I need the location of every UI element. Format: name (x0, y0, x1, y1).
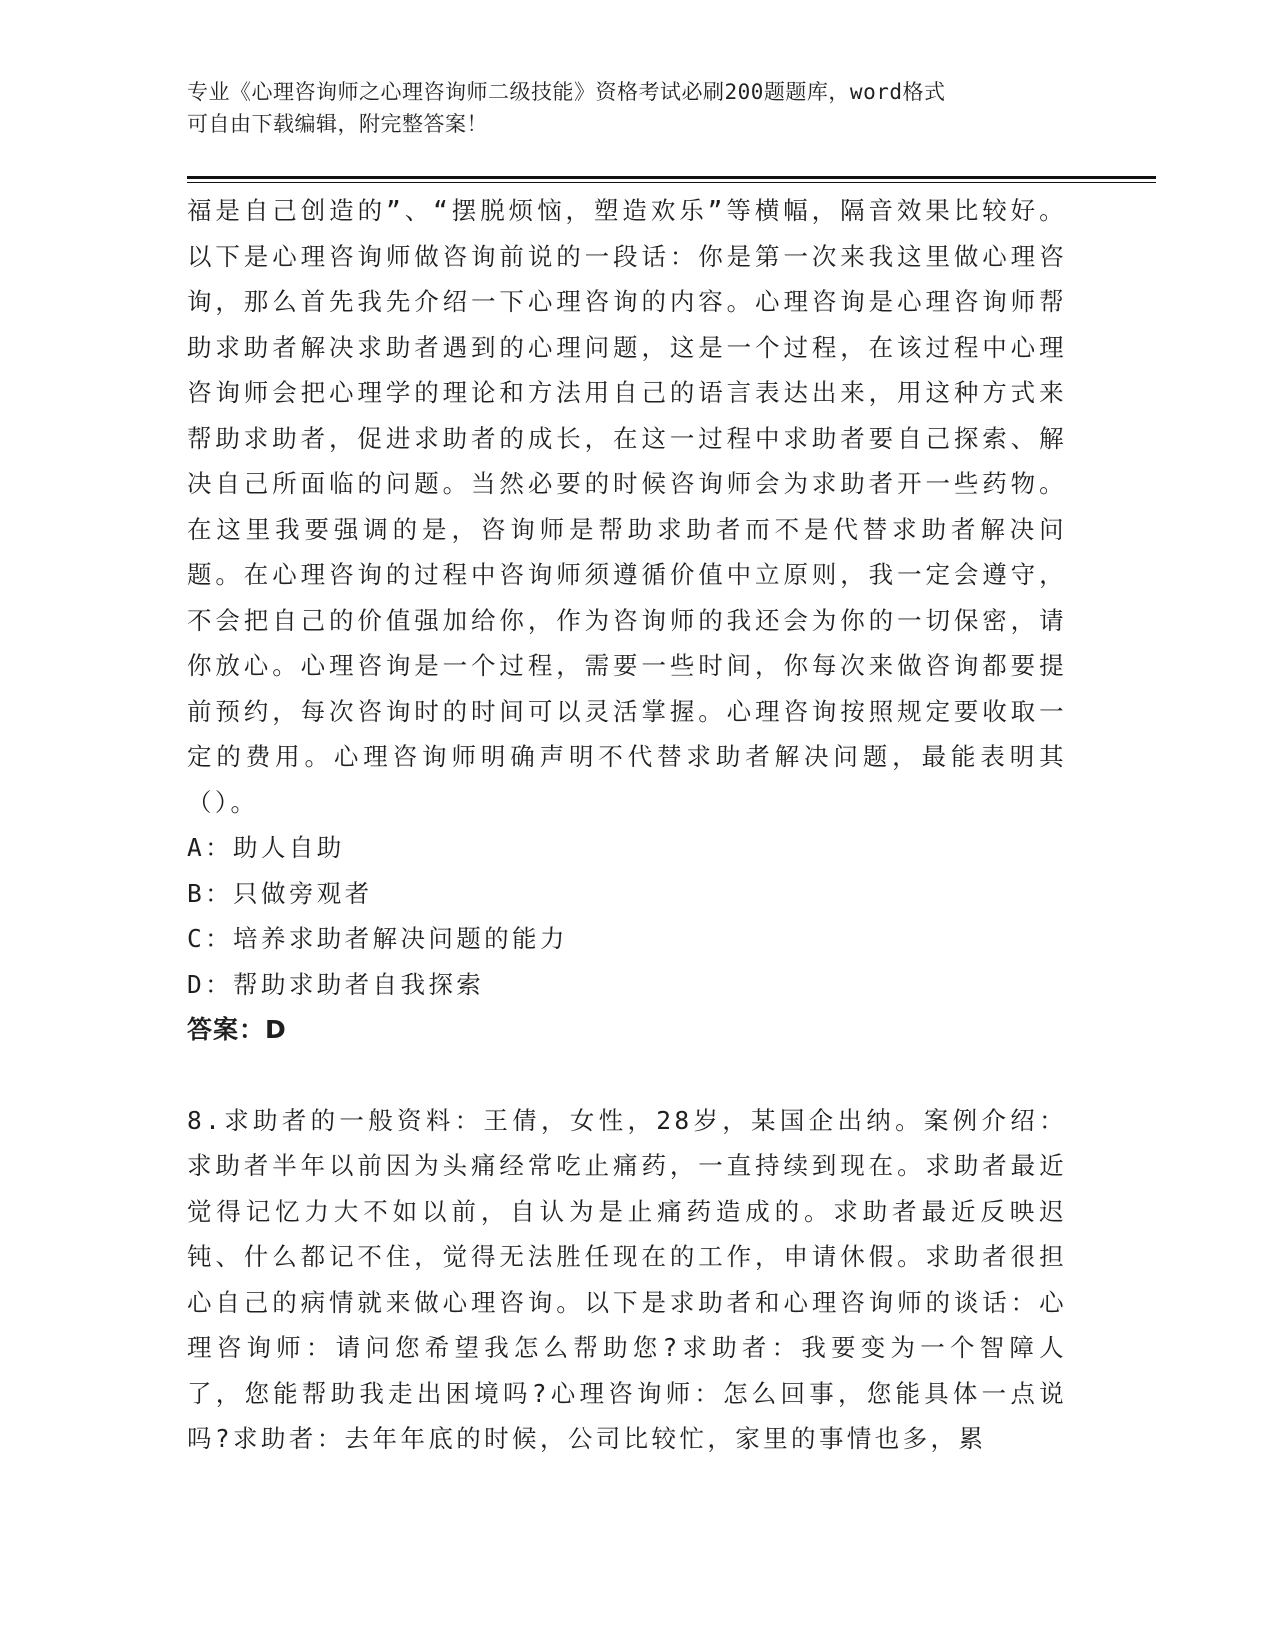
header-title-line1: 专业《心理咨询师之心理咨询师二级技能》资格考试必刷200题题库，word格式 (187, 80, 946, 104)
header-divider-thin (187, 182, 1156, 183)
question-7-stem: 福是自己创造的”、“摆脱烦恼，塑造欢乐”等横幅，隔音效果比较好。以下是心理咨询师做咨询前说的一段话：你是第一次来我这里做心理咨询，那么首先我先介绍一下心理咨询的内容。心理咨询是心理咨询师帮助求助者解决求助者遇到的心理问题，这是一个过程，在该过程中心理咨询师会把心理学的理论和方法用自己的语言表达出来，用这种方式来帮助求助者，促进求助者的成长，在这一过程中求助者要自己探索、解决自己所面临的问题。当然必要的时候咨询师会为求助者开一些药物。在这里我要强调的是，咨询师是帮助求助者而不是代替求助者解决问题。在心理咨询的过程中咨询师须遵循价值中立原则，我一定会遵守，不会把自己的价值强加给你，作为咨询师的我还会为你的一切保密，请你放心。心理咨询是一个过程，需要一些时间，你每次来做咨询都要提前预约，每次咨询时的时间可以灵活掌握。心理咨询按照规定要收取一定的费用。心理咨询师明确声明不代替求助者解决问题，最能表明其（）。 (187, 196, 1067, 817)
header-divider-thick (187, 176, 1156, 179)
question-8-stem: 8.求助者的一般资料：王倩，女性，28岁，某国企出纳。案例介绍：求助者半年以前因为头痛经常吃止痛药，一直持续到现在。求助者最近觉得记忆力大不如以前，自认为是止痛药造成的。求助者最近反映迟钝、什么都记不住，觉得无法胜任现在的工作，申请休假。求助者很担心自己的病情就来做心理咨询。以下是求助者和心理咨询师的谈话：心理咨询师：请问您希望我怎么帮助您?求助者：我要变为一个智障人了，您能帮助我走出困境吗?心理咨询师：怎么回事，您能具体一点说吗?求助者：去年年底的时候，公司比较忙，家里的事情也多，累 (187, 1105, 1067, 1453)
question-7-option-b: B：只做旁观者 (187, 878, 373, 908)
question-separator (187, 1053, 1067, 1098)
document-header (187, 76, 1067, 140)
question-7-option-c: C：培养求助者解决问题的能力 (187, 924, 568, 953)
document-body (187, 188, 1067, 1462)
question-7-option-d: D：帮助求助者自我探索 (187, 969, 485, 999)
question-7-answer: 答案：D (187, 1015, 287, 1044)
question-7-option-a: A：助人自助 (187, 833, 345, 862)
header-title-line2: 可自由下载编辑，附完整答案！ (187, 112, 488, 136)
